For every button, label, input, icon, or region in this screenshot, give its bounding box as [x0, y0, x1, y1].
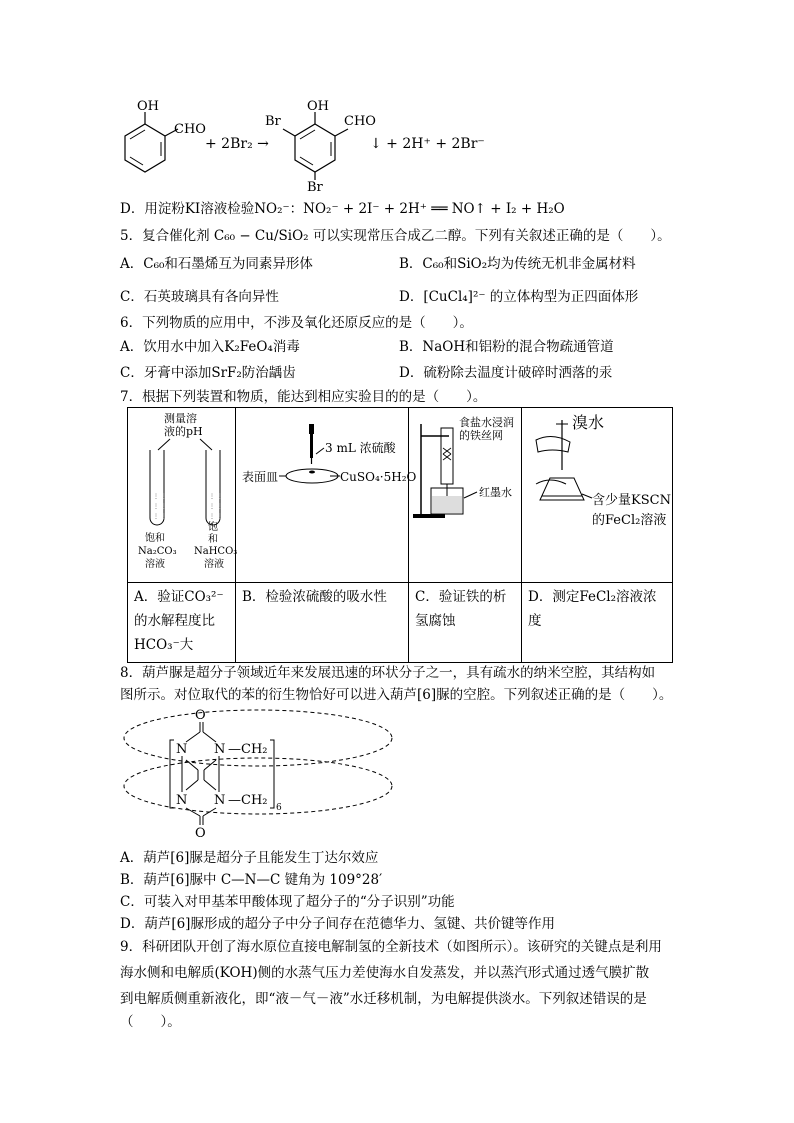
q9-line-3: 到电解质侧重新液化，即“液－气－液”水迁移机制，为电解提供淡水。下列叙述错误的是: [120, 991, 647, 1007]
struct-n-3: N: [176, 793, 188, 808]
q7-caption-b: B．检验浓硫酸的吸水性: [242, 589, 387, 605]
reaction-salicylaldehyde-bromination: [110, 92, 530, 195]
fig-a-label-2: 液的pH: [164, 425, 203, 438]
fig-a-t2-l3: NaHCO₃: [194, 546, 238, 557]
struct-ch2-top: —CH₂: [228, 742, 268, 757]
plus-2br2: + 2Br₂ →: [205, 136, 269, 152]
q5-option-a: A．C₆₀和石墨烯互为同素异形体: [120, 256, 313, 272]
q9-line-2: 海水侧和电解质(KOH)侧的水蒸气压力差使海水自发蒸发，并以蒸汽形式通过透气膜扩散: [120, 965, 650, 981]
oh-label: OH: [137, 99, 159, 114]
q5-option-c: C．石英玻璃具有各向异性: [120, 289, 279, 305]
struct-subscript-6: 6: [276, 803, 282, 813]
q8-stem-1: 8．葫芦脲是超分子领域近年来发展迅速的环状分子之一，具有疏水的纳米空腔，其结构如: [120, 665, 656, 681]
cho-label: CHO: [174, 122, 206, 137]
q7-apparatus-table: [127, 407, 673, 663]
fig-a-t2-l1: 饱: [208, 522, 218, 533]
q8-option-b: B．葫芦[6]脲中 C—N—C 键角为 109°28′: [120, 872, 383, 888]
q8-stem-2: 图所示。对位取代的苯的衍生物恰好可以进入葫芦[6]脲的空腔。下列叙述正确的是（ ）。: [120, 687, 673, 703]
fig-b-acid: 3 mL 浓硫酸: [325, 441, 396, 455]
struct-n-4: N: [214, 793, 226, 808]
q6-option-a: A．饮用水中加入K₂FeO₄消毒: [120, 339, 300, 355]
fig-a-t1-l2: Na₂CO₃: [138, 546, 177, 557]
fig-a-t1-l1: 饱和: [145, 533, 165, 544]
q7-caption-a: A．验证CO₃²⁻的水解程度比HCO₃⁻大: [134, 589, 224, 653]
fig-a-t2-l2: 和: [208, 534, 218, 545]
q8-option-a: A．葫芦[6]脲是超分子且能发生丁达尔效应: [120, 850, 379, 866]
fig-d-bromine: 溴水: [572, 413, 605, 432]
q7-caption-c: C．验证铁的析氢腐蚀: [415, 589, 507, 629]
br-label-bottom: Br: [307, 180, 323, 195]
question-4-option-d: D．用淀粉KI溶液检验NO₂⁻：NO₂⁻ + 2I⁻ + 2H⁺ ══ NO↑ + I₂ + H₂O: [120, 201, 565, 217]
fig-c-mesh-1: 食盐水浸润: [459, 416, 514, 429]
svg-text:⋮ ⋮: ⋮ ⋮: [209, 513, 223, 520]
fig-c-mesh-2: 的铁丝网: [459, 429, 503, 442]
struct-n-2: N: [214, 742, 226, 757]
q7-caption-d: D．测定FeCl₂溶液浓度: [528, 589, 657, 629]
q6-option-c: C．牙膏中添加SrF₂防治龋齿: [120, 365, 296, 381]
figure-b-watch-glass: [236, 408, 417, 578]
figure-d-titration: [522, 408, 672, 578]
q8-option-d: D．葫芦[6]脲形成的超分子中分子间存在范德华力、氢键、共价键等作用: [120, 916, 555, 932]
fig-c-ink: 红墨水: [479, 486, 512, 499]
q6-option-b: B．NaOH和铝粉的混合物疏通管道: [399, 339, 614, 355]
fig-a-label-1: 测量溶: [164, 412, 197, 425]
figure-a-test-tubes: [128, 408, 238, 578]
br-label-left: Br: [265, 114, 281, 129]
q9-line-1: 9．科研团队开创了海水原位直接电解制氢的全新技术（如图所示）。该研究的关键点是利用: [120, 939, 662, 955]
reaction-products: ↓ + 2H⁺ + 2Br⁻: [370, 136, 485, 152]
struct-o-top: O: [195, 708, 206, 723]
cho-label-2: CHO: [344, 114, 376, 129]
struct-o-bottom: O: [195, 826, 206, 841]
q9-line-4: （ ）。: [120, 1014, 181, 1030]
struct-ch2-bottom: —CH₂: [228, 793, 268, 808]
q7-stem: 7．根据下列装置和物质，能达到相应实验目的的是（ ）。: [120, 389, 487, 405]
fig-b-salt: CuSO₄·5H₂O: [340, 470, 417, 484]
q8-option-c: C．可装入对甲基苯甲酸体现了超分子的“分子识别”功能: [120, 894, 455, 910]
svg-text:⋮ ⋮: ⋮ ⋮: [153, 503, 167, 510]
fig-b-dish: 表面皿: [242, 470, 279, 484]
cucurbituril-structure: [118, 704, 408, 844]
figure-c-iron-mesh: [409, 408, 521, 578]
q6-stem: 6．下列物质的应用中，不涉及氧化还原反应的是（ ）。: [120, 315, 473, 331]
q5-stem: 5．复合催化剂 C₆₀ − Cu/SiO₂ 可以实现常压合成乙二醇。下列有关叙述正确的是（ ）。: [120, 228, 671, 244]
q5-option-b: B．C₆₀和SiO₂均为传统无机非金属材料: [399, 256, 636, 272]
fig-a-t2-l4: 溶液: [204, 559, 224, 570]
svg-text:⋮ ⋮: ⋮ ⋮: [209, 493, 223, 500]
svg-text:⋮ ⋮: ⋮ ⋮: [209, 503, 223, 510]
fig-d-sol-2: 的FeCl₂溶液: [592, 513, 667, 528]
svg-text:⋮ ⋮: ⋮ ⋮: [153, 493, 167, 500]
fig-d-sol-1: 含少量KSCN: [592, 493, 671, 508]
struct-n-1: N: [176, 742, 188, 757]
fig-a-t1-l3: 溶液: [145, 559, 165, 570]
q5-option-d: D．[CuCl₄]²⁻ 的立体构型为正四面体形: [399, 289, 639, 305]
svg-text:⋮ ⋮: ⋮ ⋮: [153, 513, 167, 520]
q6-option-d: D．硫粉除去温度计破碎时洒落的汞: [399, 365, 613, 381]
oh-label-2: OH: [307, 99, 329, 114]
